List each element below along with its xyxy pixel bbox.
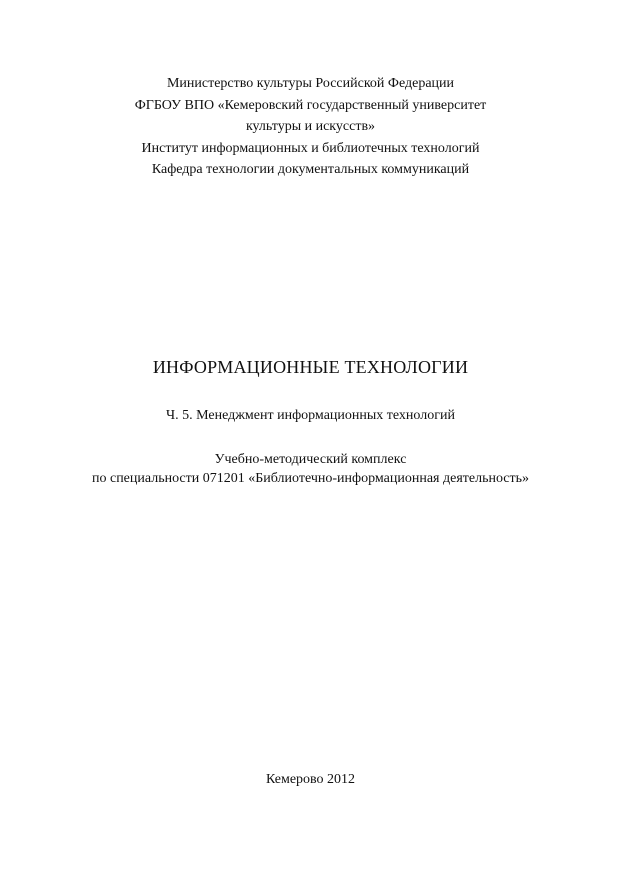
institute-line: Институт информационных и библиотечных технологий — [141, 140, 480, 156]
specialty-line: по специальности 071201 «Библиотечно-информационная деятельность» — [91, 471, 530, 486]
department-line: Кафедра технологии документальных коммуникаций — [151, 162, 470, 177]
document-description — [0, 450, 621, 488]
document-title: ИНФОРМАЦИОННЫЕ ТЕХНОЛОГИИ — [152, 357, 469, 377]
ministry-line: Министерство культуры Российской Федерации — [166, 76, 455, 91]
city-year: Кемерово 2012 — [265, 772, 356, 787]
complex-type-line: Учебно-методический комплекс — [214, 452, 407, 467]
part-subtitle: Ч. 5. Менеджмент информационных технологий — [166, 408, 455, 423]
university-line: ФГБОУ ВПО «Кемеровский государственный университет — [134, 97, 487, 113]
university-line-continued: культуры и искусств» — [245, 119, 376, 134]
institution-header — [0, 73, 621, 181]
